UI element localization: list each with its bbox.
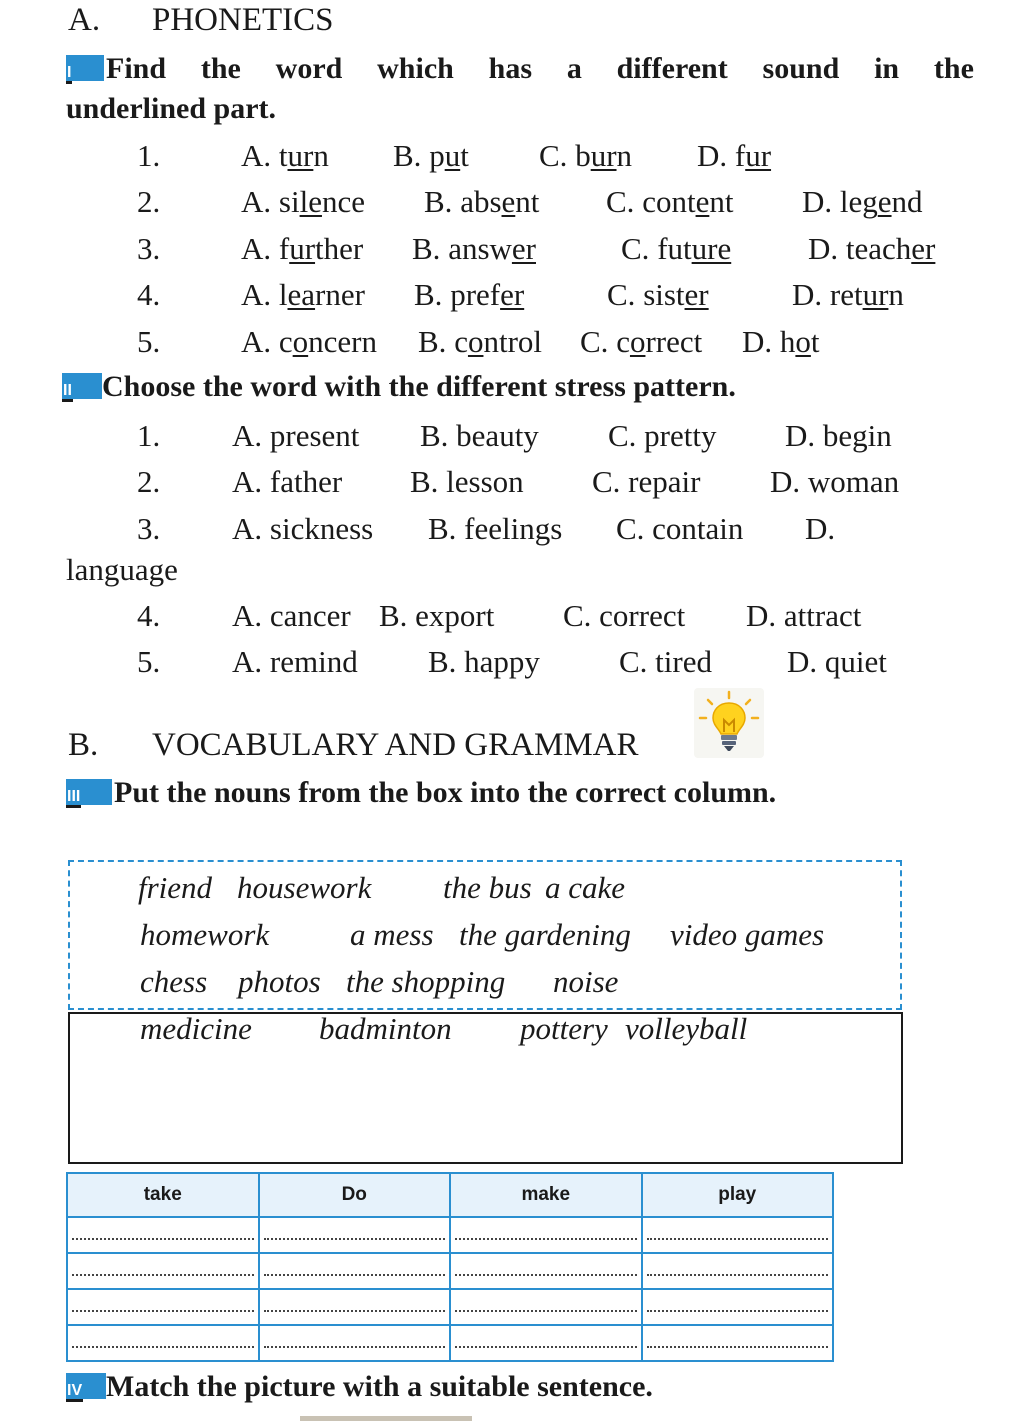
noun-item: housework (237, 870, 372, 905)
answer-option-a[interactable]: A. father (232, 464, 343, 499)
question-row (0, 231, 1024, 271)
answer-cell[interactable] (450, 1217, 642, 1253)
option-text: C. (580, 324, 617, 359)
answer-option-c[interactable] (621, 231, 731, 267)
option-text: ntrol (483, 324, 543, 359)
underlined-part: e (501, 184, 516, 219)
underlined-part: ur (287, 138, 314, 173)
dotted-answer-line (264, 1346, 446, 1348)
noun-item: a cake (545, 870, 626, 905)
question-row (0, 644, 1024, 684)
question-number: 2. (137, 464, 161, 499)
option-text: A. (241, 277, 279, 312)
option-text: D. (792, 277, 830, 312)
option-text: si (278, 184, 300, 219)
option-text: sist (643, 277, 685, 312)
noun-item: friend (138, 870, 213, 905)
option-text: ther (315, 231, 364, 266)
section-title: PHONETICS (152, 2, 334, 38)
task-number-badge (62, 373, 102, 399)
answer-cell[interactable] (450, 1289, 642, 1325)
heading-word: the (200, 52, 241, 85)
option-text: D. (697, 138, 735, 173)
answer-option-b[interactable] (414, 277, 524, 313)
column-header-do: Do (259, 1173, 451, 1217)
answer-option-b[interactable] (393, 138, 469, 174)
underlined-part: er (500, 277, 525, 312)
underlined-part: o (795, 324, 811, 359)
task-1-heading-line2: underlined part. (66, 92, 277, 125)
answer-option-b[interactable]: B. happy (428, 644, 540, 679)
dotted-answer-line (455, 1274, 637, 1276)
option-text: B. (412, 231, 449, 266)
noun-item: the bus (443, 870, 532, 905)
answer-cell[interactable] (67, 1325, 259, 1361)
option-text: h (779, 324, 796, 359)
option-text: rrect (645, 324, 703, 359)
answer-cell[interactable] (642, 1253, 834, 1289)
dotted-answer-line (455, 1310, 637, 1312)
option-text: ncern (308, 324, 377, 359)
answer-option-c[interactable] (539, 138, 632, 174)
underlined-part: o (629, 324, 646, 359)
option-text: rner (315, 277, 365, 312)
answer-option-d-wrap[interactable]: language (66, 552, 178, 587)
task-title: Choose the word with the different stress pattern. (102, 370, 736, 403)
heading-word: a (566, 52, 582, 85)
column-header-make: make (450, 1173, 642, 1217)
answer-option-c[interactable]: C. tired (619, 644, 712, 679)
answer-option-c[interactable]: C. repair (592, 464, 701, 499)
option-text: c (616, 324, 630, 359)
option-text: answ (448, 231, 512, 266)
option-text: B. (418, 324, 455, 359)
task-title: Put the nouns from the box into the correct column. (114, 776, 777, 809)
table-row (67, 1289, 833, 1325)
option-text: B. (393, 138, 430, 173)
answer-option-d[interactable]: D. begin (785, 418, 892, 453)
underlined-part: ure (691, 231, 732, 266)
answer-option-c[interactable]: C. pretty (608, 418, 717, 453)
question-number: 1. (137, 138, 161, 173)
answer-option-d[interactable]: D. attract (746, 598, 862, 633)
option-text: n (313, 138, 329, 173)
question-row (0, 511, 1024, 551)
dotted-answer-line (264, 1238, 446, 1240)
answer-option-d[interactable] (808, 231, 935, 267)
option-text: B. (424, 184, 461, 219)
task-4-heading (66, 1370, 653, 1410)
noun-item: photos (238, 964, 321, 999)
question-number: 2. (137, 184, 161, 219)
answer-option-b[interactable]: B. lesson (410, 464, 524, 499)
section-b-heading (68, 727, 708, 767)
answer-option-b[interactable]: B. export (379, 598, 495, 633)
underlined-part: o (467, 324, 484, 359)
option-text: nd (891, 184, 923, 219)
option-text: p (429, 138, 445, 173)
answer-cell[interactable] (259, 1253, 451, 1289)
noun-item: chess (140, 964, 208, 999)
answer-cell[interactable] (642, 1217, 834, 1253)
answer-cell[interactable] (450, 1253, 642, 1289)
question-row (0, 598, 1024, 638)
question-number: 4. (137, 277, 161, 312)
option-text: A. (241, 231, 279, 266)
option-text: pref (450, 277, 501, 312)
task-2-heading (62, 370, 736, 410)
option-text: cont (642, 184, 696, 219)
question-number: 3. (137, 511, 161, 546)
section-title: VOCABULARY AND GRAMMAR (152, 727, 639, 763)
dotted-answer-line (264, 1310, 446, 1312)
noun-item: homework (140, 917, 270, 952)
question-row (0, 277, 1024, 317)
option-text: C. (539, 138, 576, 173)
lightbulb-icon (694, 688, 764, 758)
answer-option-a[interactable]: A. cancer (232, 598, 351, 633)
underlined-part: ur (745, 138, 772, 173)
answer-option-d[interactable]: D. (805, 511, 836, 546)
column-header-take: take (67, 1173, 259, 1217)
question-number: 3. (137, 231, 161, 266)
dotted-answer-line (455, 1346, 637, 1348)
underlined-part: er (684, 277, 709, 312)
option-text: A. (241, 324, 279, 359)
question-row (0, 464, 1024, 504)
noun-item: volleyball (625, 1011, 748, 1046)
noun-item: medicine (140, 1011, 252, 1046)
question-number: 5. (137, 644, 161, 679)
answer-option-a[interactable] (241, 231, 363, 267)
underlined-part: o (292, 324, 309, 359)
option-text: nt (709, 184, 734, 219)
task-number-badge (66, 779, 112, 805)
answer-option-d[interactable] (697, 138, 771, 174)
underlined-part: er (511, 231, 536, 266)
answer-cell[interactable] (642, 1289, 834, 1325)
answer-cell[interactable] (259, 1289, 451, 1325)
table-row (67, 1325, 833, 1361)
heading-word: in (874, 52, 900, 85)
option-text: C. (606, 184, 643, 219)
answer-cell[interactable] (259, 1217, 451, 1253)
answer-option-a[interactable] (241, 324, 377, 360)
answer-option-b[interactable] (412, 231, 536, 267)
answer-option-d[interactable] (802, 184, 923, 220)
task-roman: IV (66, 1383, 83, 1402)
table-row (67, 1217, 833, 1253)
option-text: t (278, 138, 288, 173)
answer-option-b[interactable] (418, 324, 542, 360)
column-header-play: play (642, 1173, 834, 1217)
underlined-part: e (695, 184, 710, 219)
picture-edge (300, 1416, 472, 1421)
task-roman: I (66, 65, 72, 84)
dotted-answer-line (264, 1274, 446, 1276)
dotted-answer-line (72, 1238, 254, 1240)
option-text: c (278, 324, 293, 359)
dotted-answer-line (647, 1238, 829, 1240)
option-text: nt (515, 184, 540, 219)
task-title: Match the picture with a suitable sentence. (106, 1370, 653, 1403)
section-letter: B. (68, 727, 99, 763)
answer-cell[interactable] (642, 1325, 834, 1361)
option-text: D. (802, 184, 840, 219)
answer-option-c[interactable] (580, 324, 702, 360)
heading-word: sound (762, 52, 840, 85)
answer-option-a[interactable] (241, 277, 365, 313)
question-number: 1. (137, 418, 161, 453)
dotted-answer-line (455, 1238, 637, 1240)
option-text: fut (657, 231, 692, 266)
option-text: b (575, 138, 591, 173)
task-roman: III (66, 789, 81, 808)
section-letter: A. (68, 2, 101, 38)
question-row (0, 138, 1024, 178)
dotted-answer-line (647, 1346, 829, 1348)
answer-option-d[interactable] (792, 277, 904, 313)
option-text: n (616, 138, 633, 173)
underlined-part: u (444, 138, 461, 173)
answer-option-b[interactable]: B. feelings (428, 511, 563, 546)
option-text: D. (808, 231, 846, 266)
noun-item: video games (670, 917, 825, 952)
option-text: f (278, 231, 290, 266)
underlined-part: ea (287, 277, 316, 312)
heading-word: Find (106, 52, 167, 85)
table-row (67, 1253, 833, 1289)
dotted-answer-line (72, 1310, 254, 1312)
option-text: teach (845, 231, 912, 266)
answer-option-d[interactable] (742, 324, 820, 360)
answer-cell[interactable] (259, 1325, 451, 1361)
answer-option-d[interactable]: D. woman (770, 464, 900, 499)
answer-option-a[interactable]: A. present (232, 418, 360, 453)
answer-cell[interactable] (67, 1289, 259, 1325)
heading-word: different (616, 52, 728, 85)
answer-option-a[interactable] (241, 184, 365, 220)
heading-word: the (933, 52, 974, 85)
answer-cell[interactable] (67, 1217, 259, 1253)
option-text: t (810, 324, 820, 359)
noun-item: pottery (520, 1011, 608, 1046)
answer-option-c[interactable] (606, 184, 733, 220)
option-text: C. (621, 231, 658, 266)
option-text: n (888, 277, 904, 312)
answer-cell[interactable] (67, 1253, 259, 1289)
underlined-part: le (299, 184, 322, 219)
underlined-part: ur (862, 277, 889, 312)
noun-item: noise (553, 964, 619, 999)
option-text: t (460, 138, 469, 173)
noun-item: badminton (319, 1011, 452, 1046)
noun-item: a mess (350, 917, 434, 952)
answer-option-d[interactable]: D. quiet (787, 644, 887, 679)
answer-option-c[interactable]: C. contain (616, 511, 744, 546)
option-text: leg (839, 184, 878, 219)
option-text: C. (607, 277, 644, 312)
option-text: c (454, 324, 468, 359)
option-text: A. (241, 138, 279, 173)
option-text: ret (829, 277, 863, 312)
question-row (0, 184, 1024, 224)
heading-word: which (377, 52, 454, 85)
option-text: nce (321, 184, 365, 219)
underlined-part: ur (289, 231, 316, 266)
answer-option-b[interactable]: B. beauty (420, 418, 539, 453)
task-number-badge (66, 1373, 106, 1399)
question-number: 4. (137, 598, 161, 633)
task-1-words (106, 52, 974, 92)
option-text: B. (414, 277, 451, 312)
option-text: l (278, 277, 288, 312)
answer-option-b[interactable] (424, 184, 539, 220)
heading-word: word (275, 52, 343, 85)
heading-word: has (488, 52, 532, 85)
task-roman: II (62, 383, 73, 402)
question-row (0, 324, 1024, 364)
dotted-answer-line (72, 1274, 254, 1276)
underlined-part: er (911, 231, 936, 266)
dotted-answer-line (647, 1274, 829, 1276)
question-row (0, 418, 1024, 458)
option-text: abs (460, 184, 502, 219)
task-3-heading (66, 776, 776, 816)
noun-item: the shopping (346, 964, 506, 999)
option-text: D. (742, 324, 780, 359)
task-number-badge (66, 55, 104, 81)
answer-option-a[interactable] (241, 138, 329, 174)
underlined-part: e (877, 184, 892, 219)
answer-option-c[interactable]: C. correct (563, 598, 686, 633)
option-text: A. (241, 184, 279, 219)
section-a-heading (68, 2, 468, 42)
answer-columns-table (66, 1172, 834, 1362)
answer-option-a[interactable]: A. remind (232, 644, 358, 679)
option-text: f (734, 138, 746, 173)
noun-item: the gardening (459, 917, 631, 952)
answer-cell[interactable] (450, 1325, 642, 1361)
dotted-answer-line (72, 1346, 254, 1348)
answer-option-c[interactable] (607, 277, 709, 313)
question-number: 5. (137, 324, 161, 359)
answer-option-a[interactable]: A. sickness (232, 511, 374, 546)
underlined-part: ur (590, 138, 617, 173)
dotted-answer-line (647, 1310, 829, 1312)
